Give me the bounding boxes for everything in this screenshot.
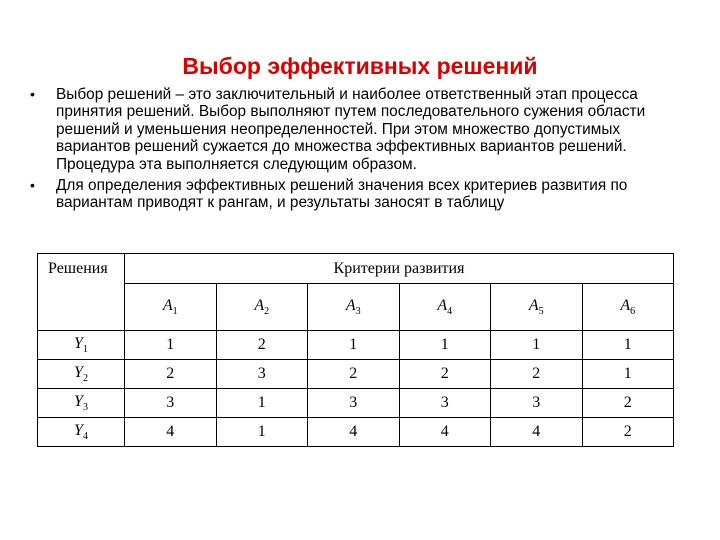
table-cell: 2 bbox=[582, 418, 674, 447]
bullet-text: Выбор решений – это заключительный и наиболее ответственный этап процесса принятия решений. Выбор выполняют путем последовательного сужения области решений и уменьшения неопределенностей. При этом множество допустимых вариантов решений сужается до множества эффективных вариантов решений. Процедура эта выполняется следующим образом. bbox=[56, 86, 646, 173]
table-cell: 1 bbox=[399, 331, 491, 360]
table-cell: 4 bbox=[399, 418, 491, 447]
table-row bbox=[38, 389, 674, 418]
table-cell: 2 bbox=[216, 331, 308, 360]
bullet-icon: • bbox=[30, 177, 35, 194]
criteria-header-cell: $A_6$ bbox=[582, 284, 674, 331]
table-cell: 3 bbox=[491, 389, 583, 418]
bullet-icon: • bbox=[30, 86, 35, 102]
row-header: $Y_4$ bbox=[38, 418, 125, 447]
table-cell: 1 bbox=[308, 331, 400, 360]
table-cell: 1 bbox=[216, 389, 308, 418]
criteria-header-cell: $A_1$ bbox=[125, 284, 217, 331]
row-header: $Y_3$ bbox=[38, 389, 125, 418]
table-cell: 1 bbox=[491, 331, 583, 360]
table-cell: 3 bbox=[125, 389, 217, 418]
criteria-header-row bbox=[38, 284, 674, 331]
table-cell: 3 bbox=[308, 389, 400, 418]
ranking-table bbox=[37, 253, 674, 447]
bullet-item bbox=[30, 86, 670, 173]
criteria-header-cell: $A_4$ bbox=[399, 284, 491, 331]
table-cell: 3 bbox=[216, 360, 308, 389]
bullet-item bbox=[30, 177, 670, 212]
table-cell: 2 bbox=[582, 389, 674, 418]
table-row bbox=[38, 331, 674, 360]
slide-title: Выбор эффективных решений bbox=[182, 53, 538, 79]
group-header: Критерии развития bbox=[125, 254, 674, 284]
table-header-row bbox=[38, 254, 674, 284]
criteria-header-cell: $A_3$ bbox=[308, 284, 400, 331]
row-header: $Y_2$ bbox=[38, 360, 125, 389]
table-cell: 1 bbox=[216, 418, 308, 447]
table-cell: 2 bbox=[491, 360, 583, 389]
table-cell: 2 bbox=[399, 360, 491, 389]
table-cell: 2 bbox=[308, 360, 400, 389]
criteria-header-cell: $A_2$ bbox=[216, 284, 308, 331]
table-cell: 4 bbox=[491, 418, 583, 447]
table-cell: 1 bbox=[582, 331, 674, 360]
table-row bbox=[38, 360, 674, 389]
table-cell: 4 bbox=[308, 418, 400, 447]
table-cell: 4 bbox=[125, 418, 217, 447]
corner-header: Решения bbox=[38, 254, 125, 331]
table-cell: 2 bbox=[125, 360, 217, 389]
row-header: $Y_1$ bbox=[38, 331, 125, 360]
table-cell: 1 bbox=[125, 331, 217, 360]
table-row bbox=[38, 418, 674, 447]
criteria-header-cell: $A_5$ bbox=[491, 284, 583, 331]
table-cell: 3 bbox=[399, 389, 491, 418]
bullet-text: Для определения эффективных решений значения всех критериев развития по вариантам приводят к рангам, и результаты заносят в таблицу bbox=[56, 177, 628, 212]
bullet-list bbox=[30, 86, 670, 216]
table-cell: 1 bbox=[582, 360, 674, 389]
